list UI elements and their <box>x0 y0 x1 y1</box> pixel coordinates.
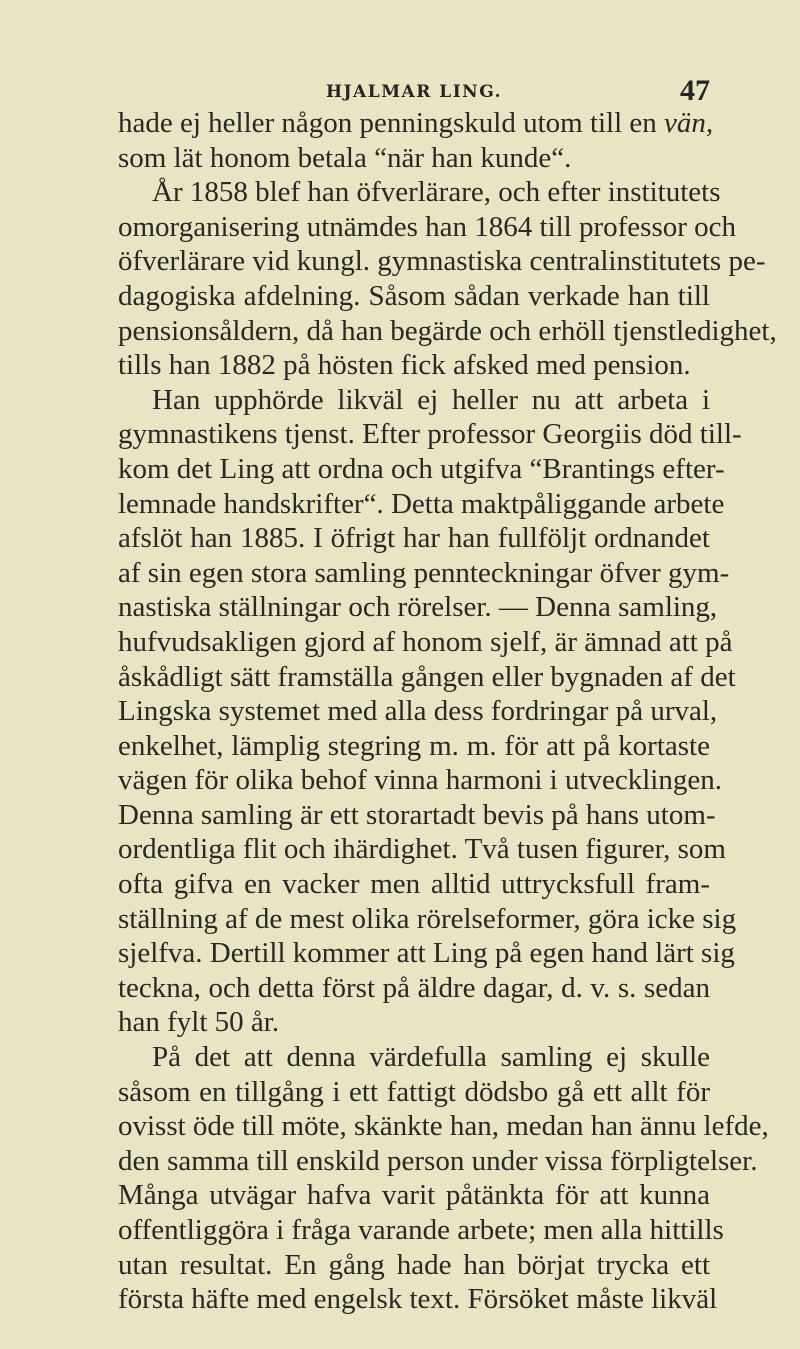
text-line: lemnade handskrifter“. Detta maktpåliggande arbete <box>118 487 725 520</box>
page-header <box>118 72 710 106</box>
text-line: dagogiska afdelning. Såsom sådan verkade han till <box>118 279 710 312</box>
text-line: utan resultat. En gång hade han börjat trycka ett <box>118 1248 710 1281</box>
text-line: Många utvägar hafva varit påtänkta för att kunna <box>118 1179 710 1212</box>
text-line: såsom en tillgång i ett fattigt dödsbo gå ett allt för <box>118 1075 710 1108</box>
italic-word: vän, <box>664 107 714 139</box>
text-line: ordentliga flit och ihärdighet. Två tusen figurer, som <box>118 833 726 866</box>
text-line: afslöt han 1885. I öfrigt har han fullföljt ordnandet <box>118 522 710 555</box>
text-line: omorganisering utnämdes han 1864 till professor och <box>118 210 737 243</box>
text-line <box>118 106 714 141</box>
text-line: den samma till enskild person under vissa förpligtelser. <box>118 1144 758 1177</box>
text-line: Han upphörde likväl ej heller nu att arbeta i <box>152 383 710 416</box>
text-line: På det att denna värdefulla samling ej skulle <box>152 1041 710 1074</box>
text-line: År 1858 blef han öfverlärare, och efter institutets <box>152 176 721 209</box>
text-line: tills han 1882 på hösten fick afsked med pension. <box>118 349 691 382</box>
text-line: som lät honom betala “när han kunde“. <box>118 141 572 174</box>
text-line: enkelhet, lämplig stegring m. m. för att på kortaste <box>118 729 710 762</box>
text-line: pensionsåldern, då han begärde och erhöll tjenstledighet, <box>118 314 777 347</box>
text-line: sjelfva. Dertill kommer att Ling på egen hand lärt sig <box>118 937 735 970</box>
text-line: offentliggöra i fråga varande arbete; men alla hittills <box>118 1214 724 1246</box>
running-head: HJALMAR LING. <box>325 82 503 102</box>
text-line-main: hade ej heller någon penningskuld utom till en <box>118 107 657 139</box>
text-line: kom det Ling att ordna och utgifva “Brantings efter- <box>118 452 725 485</box>
text-line: ställning af de mest olika rörelseformer, göra icke sig <box>118 902 737 935</box>
text-line: Lingska systemet med alla dess fordringar på urval, <box>118 695 718 728</box>
text-line: ofta gifva en vacker men alltid uttrycksfull fram- <box>118 868 710 901</box>
text-line: hufvudsakligen gjord af honom sjelf, är ämnad att på <box>118 625 733 658</box>
text-line: nastiska ställningar och rörelser. — Denna samling, <box>118 591 718 624</box>
text-line: öfverlärare vid kungl. gymnastiska centralinstitutets pe- <box>118 245 766 278</box>
text-line: vägen för olika behof vinna harmoni i utvecklingen. <box>118 764 722 797</box>
text-line: teckna, och detta först på äldre dagar, d. v. s. sedan <box>118 971 710 1004</box>
text-line: af sin egen stora samling pennteckningar öfver gym- <box>118 556 730 589</box>
text-line: åskådligt sätt framställa gången eller bygnaden af det <box>118 660 736 693</box>
text-line: gymnastikens tjenst. Efter professor Georgiis död till- <box>118 418 742 451</box>
text-line: första häfte med engelsk text. Försöket måste likväl <box>118 1283 718 1316</box>
text-line: han fylt 50 år. <box>118 1006 280 1039</box>
page-number: 47 <box>680 74 710 107</box>
body-text <box>118 106 777 1317</box>
text-line: ovisst öde till möte, skänkte han, medan han ännu lefde, <box>118 1110 769 1143</box>
text-line: Denna samling är ett storartadt bevis på hans utom- <box>118 798 716 831</box>
